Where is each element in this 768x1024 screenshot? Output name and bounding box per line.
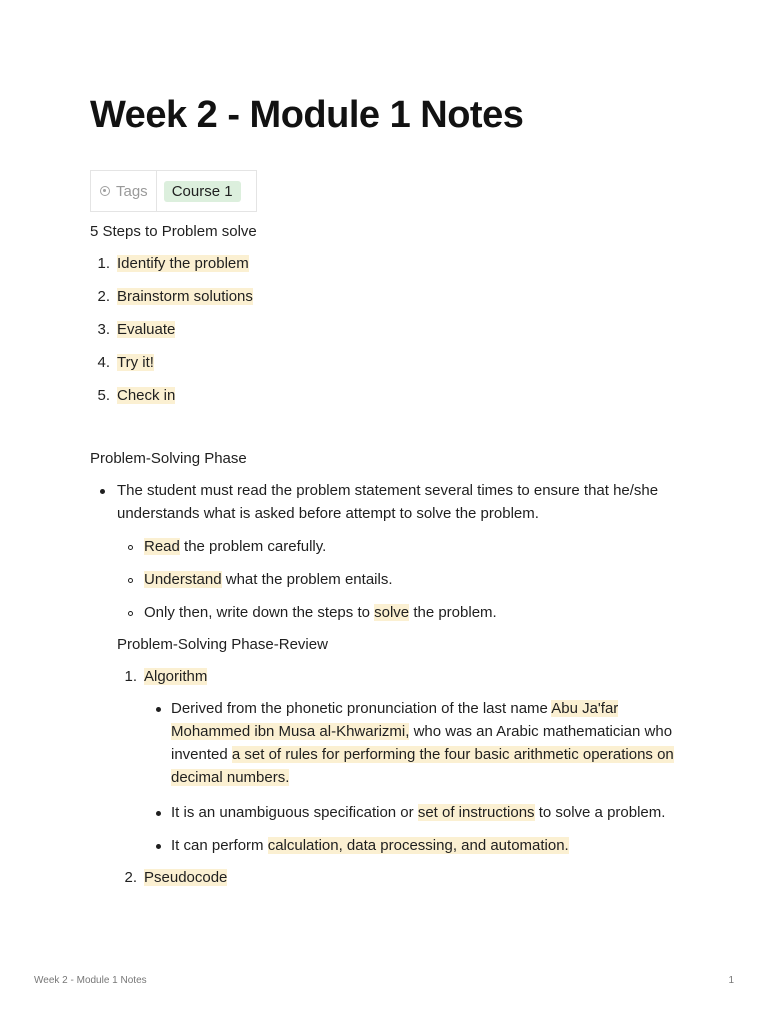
bullet-disc	[156, 707, 161, 712]
highlight-text: Understand	[144, 571, 222, 588]
plain-text: who was an Arabic mathematician who invented	[171, 723, 673, 763]
phase-bullet-text: The student must read the problem statement several times to ensure that he/she understands what is asked before attempt to solve the problem.	[117, 482, 659, 522]
step-text: Try it!	[117, 354, 154, 371]
step-number: 3.	[97, 321, 110, 338]
bullet-circle	[128, 578, 133, 583]
step-text: Brainstorm solutions	[117, 288, 253, 305]
list-item	[144, 568, 393, 591]
highlight-text: Abu Ja'far Mohammed ibn Musa al-Khwarizmi,	[171, 700, 619, 740]
algorithm-bullet-3	[171, 834, 569, 857]
list-item	[117, 285, 253, 308]
list-item	[117, 384, 175, 407]
footer-title: Week 2 - Module 1 Notes	[34, 975, 147, 986]
bullet-circle	[128, 611, 133, 616]
highlight-text: calculation, data processing, and automation.	[267, 837, 569, 854]
tags-property-key	[91, 171, 157, 211]
list-item	[144, 535, 326, 558]
bullet-disc	[100, 489, 105, 494]
tags-label: Tags	[116, 182, 148, 200]
phase-heading: Problem-Solving Phase	[90, 450, 247, 467]
tags-property-value[interactable]	[157, 171, 256, 211]
step-number: 1.	[97, 255, 110, 272]
steps-heading: 5 Steps to Problem solve	[90, 223, 257, 240]
plain-text: Only then, write down the steps to	[144, 604, 375, 621]
step-number: 5.	[97, 387, 110, 404]
bullet-circle	[128, 545, 133, 550]
plain-text: It is an unambiguous specification or	[171, 804, 418, 821]
review-heading: Problem-Solving Phase-Review	[117, 636, 328, 653]
algorithm-bullet-1	[171, 697, 681, 789]
plain-text: Derived from the phonetic pronunciation of the last name	[171, 700, 552, 717]
page-title: Week 2 - Module 1 Notes	[90, 94, 524, 136]
highlight-text: set of instructions	[417, 804, 535, 821]
highlight-text: solve	[374, 604, 410, 621]
plain-text: the problem.	[409, 604, 497, 621]
step-text: Identify the problem	[117, 255, 249, 272]
step-text: Evaluate	[117, 321, 176, 338]
list-item	[117, 351, 154, 374]
review-item-text: Algorithm	[144, 668, 208, 685]
plain-text: the problem carefully.	[179, 538, 327, 555]
list-item	[117, 252, 249, 275]
list-item	[144, 665, 207, 688]
tag-course[interactable]: Course 1	[164, 181, 241, 202]
tags-property	[90, 170, 257, 212]
list-item	[117, 318, 175, 341]
footer-page-number: 1	[728, 975, 734, 986]
review-number: 1.	[124, 668, 137, 685]
step-number: 4.	[97, 354, 110, 371]
algorithm-bullet-2	[171, 801, 665, 824]
plain-text: It can perform	[171, 837, 268, 854]
bullet-disc	[156, 844, 161, 849]
circle-dot-icon	[100, 186, 110, 196]
highlight-text: Read	[144, 538, 180, 555]
review-item-text: Pseudocode	[144, 869, 228, 886]
step-text: Check in	[117, 387, 176, 404]
list-item	[144, 866, 227, 889]
list-item	[144, 601, 497, 624]
plain-text: what the problem entails.	[221, 571, 393, 588]
plain-text: to solve a problem.	[534, 804, 666, 821]
highlight-text: a set of rules for performing the four basic arithmetic operations on decimal numbers.	[171, 746, 674, 786]
step-number: 2.	[97, 288, 110, 305]
review-number: 2.	[124, 869, 137, 886]
bullet-disc	[156, 811, 161, 816]
